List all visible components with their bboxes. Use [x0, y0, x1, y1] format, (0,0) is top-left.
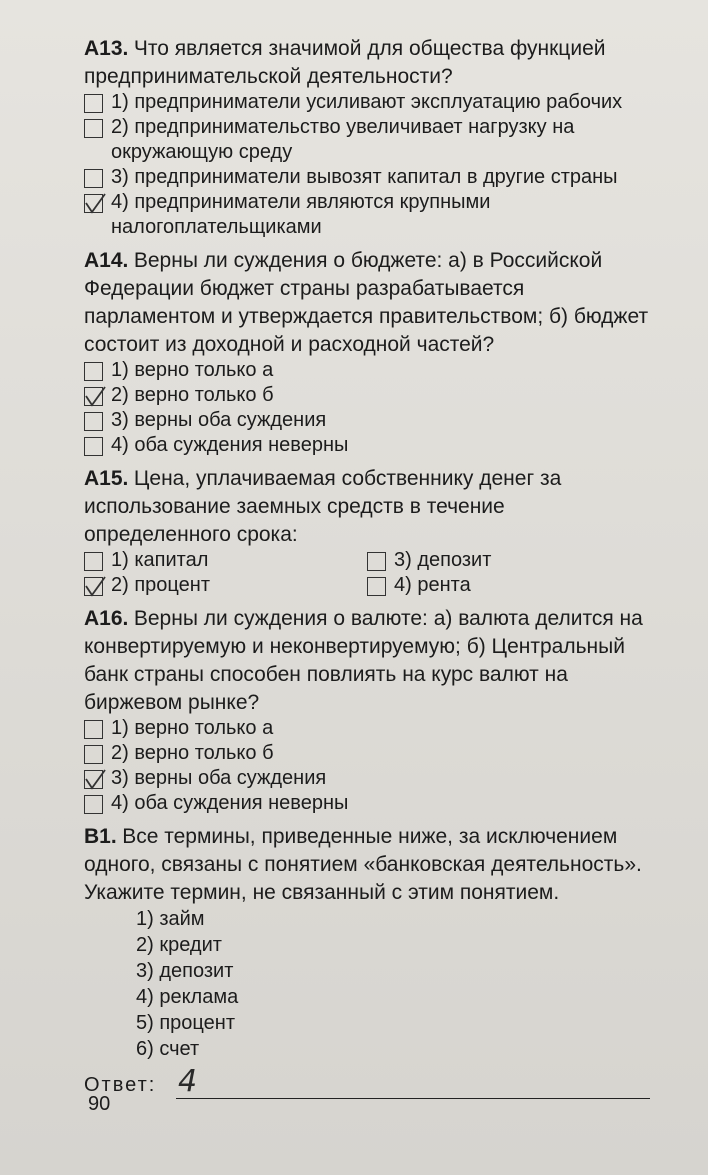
term-item: 2) кредит [136, 934, 222, 956]
option-label: 4) оба суждения неверны [111, 434, 349, 456]
option-label: 1) верно только а [111, 717, 274, 739]
question-id: A13. [84, 37, 129, 60]
option-label: 2) верно только б [111, 742, 274, 764]
checkmark-icon [83, 574, 107, 600]
option-a16-1[interactable] [84, 716, 650, 741]
option-a16-4[interactable] [84, 791, 650, 816]
page-content [84, 34, 650, 1102]
answer-label: Ответ: [84, 1074, 157, 1096]
question-id: B1. [84, 825, 117, 848]
checkbox[interactable] [84, 412, 103, 431]
checkmark-icon [83, 191, 107, 217]
options-grid [84, 548, 650, 573]
checkbox[interactable] [84, 94, 103, 113]
answer-input[interactable]: 4 [178, 1064, 198, 1099]
answer-row [84, 1064, 650, 1102]
option-a15-1[interactable] [84, 548, 367, 573]
answer-line [176, 1098, 650, 1099]
option-label: 1) верно только а [111, 359, 274, 381]
option-a15-4[interactable] [367, 573, 650, 598]
question-text: Все термины, приведенные ниже, за исключением одного, связаны с понятием «банковская деятельность». Укажите термин, не связанный с этим понятием. [84, 825, 642, 904]
option-label: 2) предпринимательство увеличивает нагрузку на окружающую среду [111, 116, 575, 163]
question-text: Цена, уплачиваемая собственнику денег за использование заемных средств в течение определенного срока: [84, 467, 562, 546]
term-item: 6) счет [136, 1038, 200, 1060]
terms-list [136, 906, 650, 1062]
option-a16-3[interactable] [84, 766, 650, 791]
checkbox[interactable] [84, 169, 103, 188]
checkbox[interactable] [84, 119, 103, 138]
question-a14 [84, 246, 650, 358]
option-label: 2) процент [111, 574, 210, 596]
question-id: A16. [84, 607, 129, 630]
checkbox[interactable] [84, 552, 103, 571]
option-a13-4[interactable] [84, 190, 650, 240]
checkbox[interactable] [367, 577, 386, 596]
option-a14-3[interactable] [84, 408, 650, 433]
question-text: Что является значимой для общества функцией предпринимательской деятельности? [84, 37, 606, 88]
option-a14-2[interactable] [84, 383, 650, 408]
checkbox-checked[interactable] [84, 770, 103, 789]
option-a15-2[interactable] [84, 573, 367, 598]
question-text: Верны ли суждения о бюджете: а) в Российской Федерации бюджет страны разрабатывается парламентом и утверждается правительством; б) бюджет состоит из доходной и расходной частей? [84, 249, 649, 356]
checkbox-checked[interactable] [84, 387, 103, 406]
checkmark-icon [83, 767, 107, 793]
option-a14-4[interactable] [84, 433, 650, 458]
option-a16-2[interactable] [84, 741, 650, 766]
term-item: 4) реклама [136, 986, 239, 1008]
checkbox[interactable] [84, 745, 103, 764]
options-grid [84, 573, 650, 598]
option-label: 1) капитал [111, 549, 209, 571]
page-number: 90 [88, 1093, 111, 1115]
option-label: 2) верно только б [111, 384, 274, 406]
question-b1 [84, 822, 650, 906]
question-a15 [84, 464, 650, 548]
question-id: A15. [84, 467, 129, 490]
option-label: 3) верны оба суждения [111, 767, 327, 789]
checkbox[interactable] [367, 552, 386, 571]
option-label: 3) предприниматели вывозят капитал в другие страны [111, 166, 618, 188]
question-text: Верны ли суждения о валюте: а) валюта делится на конвертируемую и неконвертируемую; б) Центральный банк страны способен повлиять на курс валют на биржевом рынке? [84, 607, 643, 714]
option-label: 1) предприниматели усиливают эксплуатацию рабочих [111, 91, 623, 113]
checkbox[interactable] [84, 720, 103, 739]
checkmark-icon [83, 384, 107, 410]
option-label: 3) верны оба суждения [111, 409, 327, 431]
option-label: 4) предприниматели являются крупными налогоплательщиками [111, 191, 491, 238]
term-item: 5) процент [136, 1012, 235, 1034]
option-label: 4) рента [394, 574, 471, 596]
checkbox-checked[interactable] [84, 194, 103, 213]
checkbox[interactable] [84, 795, 103, 814]
option-a13-2[interactable] [84, 115, 650, 165]
option-a15-3[interactable] [367, 548, 650, 573]
checkbox-checked[interactable] [84, 577, 103, 596]
option-a13-3[interactable] [84, 165, 650, 190]
checkbox[interactable] [84, 437, 103, 456]
option-a14-1[interactable] [84, 358, 650, 383]
option-a13-1[interactable] [84, 90, 650, 115]
term-item: 3) депозит [136, 960, 234, 982]
term-item: 1) займ [136, 908, 205, 930]
option-label: 4) оба суждения неверны [111, 792, 349, 814]
question-a16 [84, 604, 650, 716]
option-label: 3) депозит [394, 549, 492, 571]
question-id: A14. [84, 249, 129, 272]
question-a13 [84, 34, 650, 90]
checkbox[interactable] [84, 362, 103, 381]
